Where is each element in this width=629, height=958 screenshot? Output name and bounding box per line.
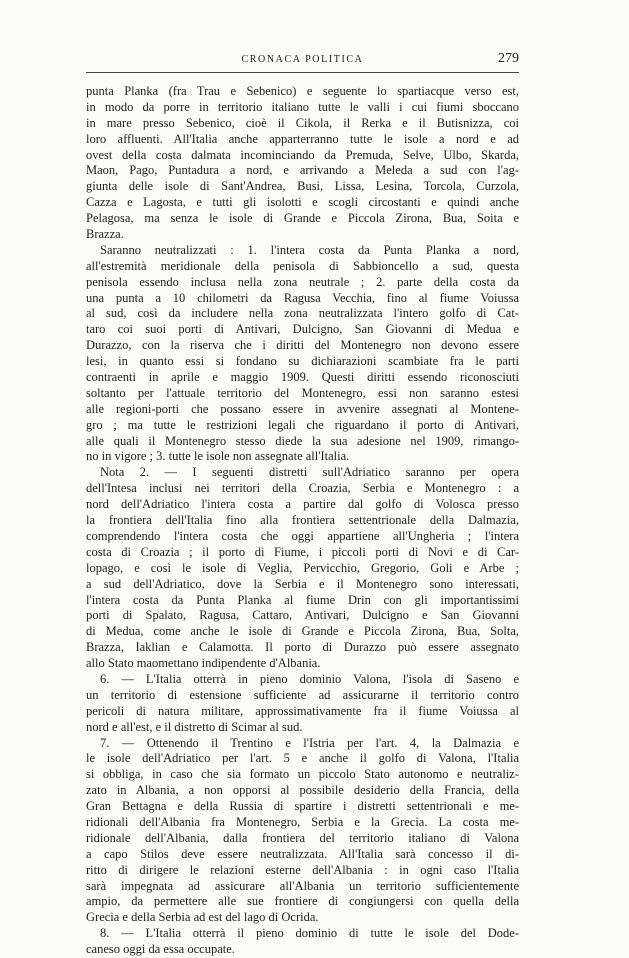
text-line: costa di Croazia ; il porto di Fiume, i piccoli porti di Novi e di Car- <box>86 544 519 559</box>
text-line: Gran Bettagna e della Russia di spartire i distretti settentrionali e me- <box>86 799 519 814</box>
text-line: a capo Stilos deve essere neutralizzata. All'Italia sarà concesso il di- <box>86 846 519 861</box>
text-line: Pelagosa, ma senza le isole di Grande e Piccola Zirona, Bua, Soita e <box>86 211 519 226</box>
text-line: gro ; ma tutte le restrizioni legali che riguardano il porto di Antivari, <box>86 417 519 432</box>
text-line: Maon, Pago, Puntadura a nord, e arrivando a Meleda a sud con l'ag- <box>86 163 519 178</box>
text-line: ritto di dirigere le relazioni esterne dell'Albania : in ogni caso l'Italia <box>86 862 519 877</box>
text-line: giunta delle isole di Sant'Andrea, Busi, Lissa, Lesina, Torcola, Curzola, <box>86 179 519 194</box>
text-line: dell'Intesa inclusi nei territori della Croazia, Serbia e Montenegro : a <box>86 481 519 496</box>
text-line: lesi, in quanto essi si fondano su dichiarazioni scambiate fra le parti <box>86 354 519 369</box>
text-line: lopago, e così le isole di Veglia, Pervicchio, Gregorio, Goli e Arbe ; <box>86 560 519 575</box>
text-line: comprendendo l'intera costa che oggi appartiene all'Ungheria ; l'intera <box>86 528 519 543</box>
text-line: allo Stato maomettano indipendente d'Albania. <box>86 656 321 671</box>
page-number: 279 <box>498 51 519 66</box>
text-line: Grecia e della Serbia ad est del lago di Ocrida. <box>86 910 319 925</box>
text-line: taro coi suoi porti di Antivari, Dulcigno, San Giovanni di Medua e <box>86 322 519 337</box>
text-line: porti di Spalato, Ragusa, Cattaro, Antivari, Dulcigno e San Giovanni <box>86 608 519 623</box>
text-line: nord e all'est, e il distretto di Scimar al sud. <box>86 719 303 734</box>
text-line: 8. — L'Italia otterrà il pieno dominio di tutte le isole del Dode- <box>100 926 519 941</box>
text-line: nord dell'Adriatico l'intera costa a partire dal golfo di Volosca presso <box>86 497 519 512</box>
text-line: pericoli di natura militare, approssimativamente fra il fiume Voiussa al <box>86 703 519 718</box>
text-line: si obbliga, in caso che sia formato un piccolo Stato autonomo e neutraliz- <box>86 767 519 782</box>
text-line: in mare presso Sebenico, cioè il Cikola, il Rerka e il Butisnizza, coi <box>86 115 519 130</box>
text-line: loro affluenti. All'Italia anche apparterranno tutte le isole a nord e ad <box>86 131 519 146</box>
text-line: di Medua, come anche le isole di Grande e Piccola Zirona, Bua, Solta, <box>86 624 519 639</box>
text-line: in modo da porre in territorio italiano tutte le valli i cui fiumi sboccano <box>86 99 519 114</box>
running-title: CRONACA POLITICA <box>241 54 364 65</box>
text-line: 6. — L'Italia otterrà in pieno dominio Valona, l'isola di Saseno e <box>100 671 519 686</box>
text-line: ridionali dell'Albania fra Montenegro, Serbia e la Grecia. La costa me- <box>86 814 519 829</box>
text-line: ovest della costa dalmata incominciando da Premuda, Selve, Ulbo, Skarda, <box>86 147 519 162</box>
text-line: zato in Albania, a non opporsi al possibile desiderio della Francia, della <box>86 783 519 798</box>
text-line: Brazza. <box>86 227 124 242</box>
text-line: l'intera costa da Punta Planka al fiume Drin con gli importantissimi <box>86 592 519 607</box>
text-line: alle quali il Montenegro stesso diede la sua adesione nel 1909, rimango- <box>86 433 519 448</box>
text-line: all'estremità meridionale della penisola di Sabbioncello a sud, questa <box>86 258 519 273</box>
text-line: no in vigore ; 3. tutte le isole non assegnate all'Italia. <box>86 449 350 464</box>
body-text <box>86 84 519 958</box>
text-line: 7. — Ottenendo il Trentino e l'Istria per l'art. 4, la Dalmazia e <box>100 735 519 750</box>
text-line: Durazzo, con la riserva che i diritti del Montenegro non devono essere <box>86 338 519 353</box>
text-line: caneso oggi da essa occupate. <box>86 942 235 957</box>
text-line: ampio, da permettere alle sue frontiere di congiungersi con quella della <box>86 894 519 909</box>
text-line: ridionale dell'Albania, dalla frontiera del territorio italiano di Valona <box>86 830 519 845</box>
text-line: sarà impegnata ad assicurare all'Albania un territorio sufficientemente <box>86 878 519 893</box>
text-line: una punta a 10 chilometri da Ragusa Vecchia, fino al fiume Voiussa <box>86 290 519 305</box>
text-line: contraenti in aprile e maggio 1909. Questi diritti essendo riconosciuti <box>86 370 519 385</box>
text-line: Brazza, Iaklian e Calamotta. Il porto di Durazzo può essere assegnato <box>86 640 519 655</box>
text-line: la frontiera dell'Italia fino alla frontiera settentrionale della Dalmazia, <box>86 513 519 528</box>
text-line: al sud, così da includere nella zona neutralizzata l'intero golfo di Cat- <box>86 306 519 321</box>
text-line: Cazza e Lagosta, e tutti gli isolotti e scogli circostanti e quindi anche <box>86 195 519 210</box>
text-line: punta Planka (fra Trau e Sebenico) e seguente lo spartiacque verso est, <box>86 84 519 98</box>
page-header <box>86 52 519 73</box>
text-line: a sud dell'Adriatico, dove la Serbia e il Montenegro sono interessati, <box>86 576 519 591</box>
text-line: un territorio di estensione sufficiente ad assicurarne il territorio contro <box>86 687 519 702</box>
text-line: Nota 2. — I seguenti distretti sull'Adriatico saranno per opera <box>100 465 519 480</box>
text-line: soltanto per l'attuale territorio del Montenegro, essi non saranno estesi <box>86 385 519 400</box>
text-line: penisola essendo inclusa nella zona neutrale ; 2. parte della costa da <box>86 274 519 289</box>
text-line: Saranno neutralizzati : 1. l'intera costa da Punta Planka a nord, <box>100 242 519 257</box>
text-line: le isole dell'Adriatico per l'art. 5 e anche il golfo di Valona, l'Italia <box>86 751 519 766</box>
text-line: alle regioni-porti che possano essere in avvenire assegnati al Montene- <box>86 401 519 416</box>
